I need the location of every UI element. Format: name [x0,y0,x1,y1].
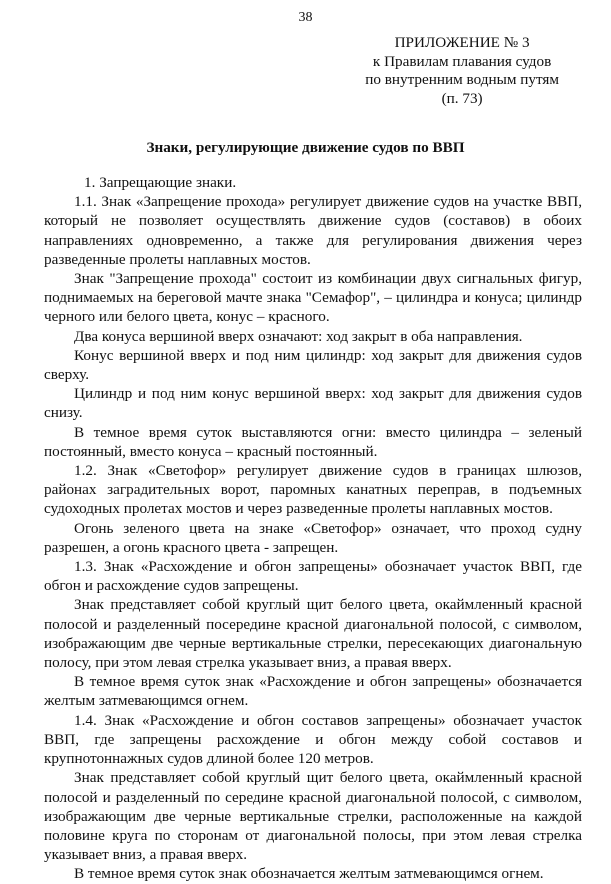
paragraph-8: 1.2. Знак «Светофор» регулирует движение судов в границах шлюзов, районах заградительных ворот, паромных канатных переправ, в подъемных судоходных пролетах мостов и через разведенные пролеты наплавных мостов. [44,462,582,518]
appendix-line-2: по внутренним водным путям [365,71,559,88]
appendix-title: ПРИЛОЖЕНИЕ № 3 [394,34,530,51]
paragraph-13: 1.4. Знак «Расхождение и обгон составов запрещены» обозначает участок ВВП, где запрещены расхождение и обгон между собой составов и крупнотоннажных судов длиной более 120 метров. [44,711,582,768]
paragraph-10: 1.3. Знак «Расхождение и обгон запрещены» обозначает участок ВВП, где обгон и расхождение судов запрещены. [44,558,582,595]
document-body [44,173,582,884]
paragraph-12: В темное время суток знак «Расхождение и обгон запрещены» обозначается желтым затмевающимся огнем. [44,673,582,710]
paragraph-7: В темное время суток выставляются огни: вместо цилиндра – зеленый постоянный, вместо конуса – красный постоянный. [44,423,582,460]
paragraph-4: Два конуса вершиной вверх означают: ход закрыт в оба направления. [74,327,523,345]
document-heading: Знаки, регулирующие движение судов по ВВП [146,139,465,156]
paragraph-1: 1. Запрещающие знаки. [84,174,237,191]
paragraph-6: Цилиндр и под ним конус вершиной вверх: ход закрыт для движения судов снизу. [44,385,582,422]
paragraph-5: Конус вершиной вверх и под ним цилиндр: ход закрыт для движения судов сверху. [44,346,582,384]
appendix-block [365,34,559,108]
appendix-line-3: (п. 73) [441,89,483,107]
appendix-line-1: к Правилам плавания судов [372,52,552,70]
page-number: 38 [298,10,313,25]
paragraph-14: Знак представляет собой круглый щит белого цвета, окаймленный красной полосой и разделенный по середине красной диагональной полосой, с символом, изображающим две черные вертикальные стрелки, расположенные на каждой половине круга по сторонам от диагональной полосы, при этом левая стрелка указывает вниз, а правая вверх. [44,769,582,864]
paragraph-3: Знак "Запрещение прохода" состоит из комбинации двух сигнальных фигур, поднимаемых на береговой мачте знака "Семафор", – цилиндра и конуса; цилиндр черного или белого цвета, конус – красного. [44,270,582,326]
paragraph-11: Знак представляет собой круглый щит белого цвета, окаймленный красной полосой и разделенный посередине красной диагональной полосой, с символом, изображающим две черные вертикальные стрелки, пересекающих диагональную полосу, при этом левая стрелка указывает вниз, а правая вверх. [44,596,582,672]
paragraph-9: Огонь зеленого цвета на знаке «Светофор» означает, что проход судну разрешен, а огонь красного цвета - запрещен. [44,519,582,556]
paragraph-2: 1.1. Знак «Запрещение прохода» регулирует движение судов на участке ВВП, который не позволяет осуществлять движение судов (составов) в обоих направлениях одновременно, а также для регулирования движения через разведенные пролеты наплавных мостов. [44,193,582,268]
paragraph-15: В темное время суток знак обозначается желтым затмевающимся огнем. [74,865,544,883]
